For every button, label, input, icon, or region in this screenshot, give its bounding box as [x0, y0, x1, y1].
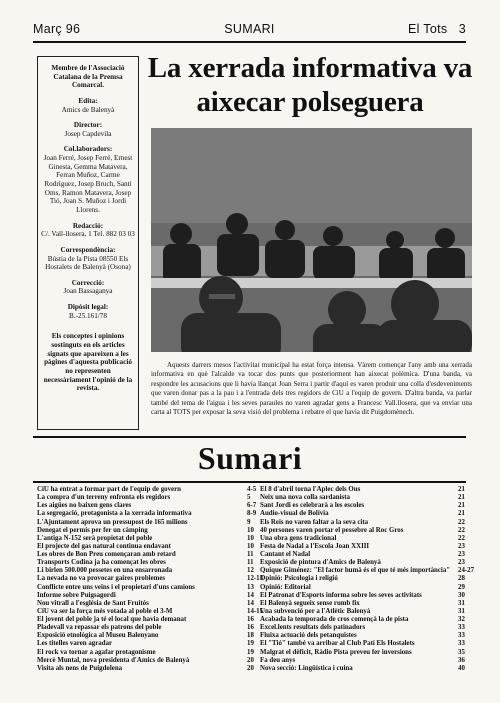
masthead-text: Joan Bassaganya	[63, 287, 113, 296]
summary-entry-page: 11	[247, 551, 254, 558]
masthead-text: B.-25.161/78	[69, 311, 107, 320]
summary-entry-title: Nova secció: Lingüística i cuina	[260, 664, 353, 672]
masthead-label: Director:	[73, 121, 103, 130]
summary-entry-page: 14-15	[247, 607, 264, 615]
summary-entry[interactable]	[37, 551, 267, 559]
masthead-item	[41, 121, 135, 138]
summary-entry-page: 28	[458, 575, 465, 583]
summary-entry[interactable]	[260, 640, 478, 648]
summary-entry-page: 14	[247, 599, 254, 607]
summary-entry[interactable]	[260, 494, 478, 502]
summary-entry-page: 40	[458, 664, 465, 672]
summary-entry-page: 21	[458, 486, 465, 493]
summary-entry[interactable]	[37, 543, 267, 551]
summary-entry[interactable]	[260, 632, 478, 640]
summary-entry-page: 33	[458, 624, 465, 632]
masthead-item	[41, 145, 135, 214]
summary-entry-title: Mercè Muntal, nova presidenta d'Amics de Balenyà	[37, 656, 190, 664]
summary-title-rule	[33, 481, 466, 483]
summary-entry-page: 5	[247, 494, 251, 502]
masthead-text: Joan Ferré, Josep Ferré, Ernest Ginesta, Gemma Matavera, Ferran Muñoz, Carme Rodríguez, Josep Bruch, Santi Oms, Ramon Matavera, Josep Tió, Joan S. Muñoz i Jordi Llorens.	[43, 154, 133, 214]
summary-entry-page: 19	[247, 640, 254, 648]
header-rule	[33, 41, 466, 43]
summary-entry-title: Cantant el Nadal	[260, 551, 311, 558]
summary-entry[interactable]	[37, 486, 267, 494]
summary-entry-title: Pladevall va repassar els patrons del poble	[37, 624, 162, 632]
summary-entry[interactable]	[37, 567, 267, 575]
masthead-text: Josep Capdevila	[64, 129, 112, 138]
summary-entry[interactable]	[260, 519, 478, 527]
summary-entry-title: Nou vitrall a l'església de Sant Fruitós	[37, 599, 149, 607]
masthead-item	[41, 97, 135, 114]
summary-entry-title: CiU ha entrat a formar part de l'equip de govern	[37, 486, 181, 493]
summary-entry-page: 16	[247, 616, 254, 623]
summary-entry[interactable]	[260, 559, 478, 567]
summary-entry[interactable]	[260, 592, 478, 600]
summary-entry-page: 22	[458, 534, 465, 542]
page-number: 3	[458, 22, 466, 36]
masthead-label: Correcció:	[71, 278, 105, 287]
summary-entry-title: El "Tió" també va arribar al Club Patí Els Hostalets	[260, 640, 415, 648]
summary-entry-title: Acabada la temporada de cros començà la de pista	[260, 616, 409, 623]
summary-entry-page: 10	[247, 534, 254, 542]
summary-entry-page: 21	[458, 510, 465, 518]
summary-entry-page: 20	[247, 664, 254, 672]
summary-entry-page: 24-27	[458, 567, 475, 575]
summary-entry-page: 4-5	[247, 486, 257, 493]
summary-list-left	[37, 486, 267, 673]
brand-name: El Tots	[408, 22, 448, 36]
summary-entry[interactable]	[260, 600, 478, 608]
summary-entry-title: Visita als nens de Puigdolena	[37, 664, 123, 672]
summary-entry[interactable]	[37, 608, 267, 616]
summary-entry-page: 18	[247, 632, 254, 640]
summary-entry-title: La segregació, protagonista a la xerrada informativa	[37, 510, 192, 518]
summary-entry-page: 13	[247, 583, 254, 591]
summary-entry-title: CiU va ser la força més votada al poble el 3-M	[37, 607, 173, 615]
summary-entry[interactable]	[260, 575, 478, 583]
summary-entry[interactable]	[37, 519, 267, 527]
summary-entry-title: El Balenyà segueix sense rumb fix	[260, 599, 360, 607]
summary-entry-page: 33	[458, 632, 465, 640]
summary-entry-page: 9	[247, 518, 251, 526]
summary-entry-title: El Patronat d'Esports informa sobre les seves activitats	[260, 591, 422, 599]
summary-entry-page: 20	[247, 656, 254, 664]
summary-entry[interactable]	[37, 575, 267, 583]
article-intro: Aquests darrers mesos l'activitat municipal ha estat força intensa. Vàrem començar l'any amb una xerrada informativa en què l'alcalde va tocar dos punts que posteriorment han aixecat polèmica. D'una banda, va respondre les acusacions que li havia llançat Joan Serra i partir d'aquí es varen produir una colla d'esdeveniments que varen donar pas a la pau i a l'entrada dels tres regidors de CiU a l'equip de govern. D'altra banda, va parlar també del tema de l'aigua i les seves paraules no varen agradar gens a Francesc Vall.llosera, que va enviar una carta al TOTS per exposar la seva visió del problema i rebatre el que havia dit Puigdomènech.	[151, 361, 472, 417]
summary-entry-title: La nevada no va provocar gaires problemes	[37, 575, 166, 583]
summary-entry-title: Les titelles varen agradar	[37, 640, 113, 648]
summary-entry-page: 6-7	[247, 502, 257, 510]
summary-entry[interactable]	[37, 535, 267, 543]
summary-entry-title: Quique Giménez: "El factor humà és el que té més importància"	[260, 567, 451, 575]
summary-entry[interactable]	[37, 657, 267, 665]
summary-entry[interactable]	[260, 527, 478, 535]
summary-entry[interactable]	[260, 624, 478, 632]
summary-entry-title: Denegat el permís per fer un càmping	[37, 526, 148, 534]
summary-entry-title: Exposició de pintura d'Amics de Balenyà	[260, 559, 381, 567]
summary-entry[interactable]	[37, 494, 267, 502]
summary-entry-page: 10	[247, 542, 254, 550]
summary-entry[interactable]	[260, 665, 478, 673]
summary-entry-title: Una subvenció per a l'Atlètic Balenyà	[260, 607, 371, 615]
summary-entry-page: 19	[247, 648, 254, 656]
masthead-list	[38, 64, 138, 320]
summary-entry-title: Transports Codina ja ha començat les obres	[37, 559, 166, 567]
summary-entry[interactable]	[260, 584, 478, 592]
summary-entry-page: 8-9	[247, 510, 257, 518]
running-header	[33, 22, 466, 40]
article-photo	[151, 128, 472, 352]
summary-entry-title: El projecte del gas natural continua endavant	[37, 542, 171, 550]
summary-entry-title: Informe sobre Puigsagordi	[37, 591, 116, 599]
masthead-label: Correspondència:	[60, 245, 116, 254]
summary-entry-page: 21	[458, 494, 465, 502]
summary-entry-title: Festa de Nadal a l'Escola Joan XXIII	[260, 542, 370, 550]
summary-entry-title: Neix una nova colla sardanista	[260, 494, 350, 502]
summary-entry-title: Sant Jordi es celebrarà a les escoles	[260, 502, 365, 510]
summary-entry[interactable]	[260, 649, 478, 657]
article-title: La xerrada informativa va aixecar polseguera	[147, 52, 473, 118]
summary-entry-title: Li birlen 500.000 pessetes en una ensarronada	[37, 567, 173, 575]
summary-entry-page: 21	[458, 502, 465, 510]
summary-entry-page: 30	[458, 591, 465, 599]
brand-page	[408, 22, 466, 36]
summary-entry-title: L'antiga N-152 serà propietat del poble	[37, 534, 153, 542]
masthead-label: Redacció:	[72, 221, 104, 230]
masthead-label: Col.laboradors:	[63, 145, 113, 154]
summary-entry-title: La compra d'un terreny enfronta els regidors	[37, 494, 171, 502]
summary-rule	[33, 436, 466, 438]
summary-entry-page: 23	[458, 551, 465, 558]
summary-entry[interactable]	[260, 486, 478, 494]
summary-entry-page: 29	[458, 583, 465, 591]
summary-entry-title: Excel.lents resultats dels patinadors	[260, 624, 366, 632]
disclaimer: Els conceptes i opinions sostinguts en els articles signats que apareixen a les pàgines d'aquesta publicació no representen necessàriament l'opinió de la revista.	[43, 332, 133, 393]
masthead-item	[41, 246, 135, 272]
summary-entry[interactable]	[37, 592, 267, 600]
summary-entry[interactable]	[37, 640, 267, 648]
summary-entry[interactable]	[37, 559, 267, 567]
masthead-text: Bústia de la Pista 08550 Els Hostalets de Balenyà (Osona)	[45, 254, 131, 272]
summary-entry-page: 10	[247, 526, 254, 534]
summary-entry-title: Les aigües no baixen gens clares	[37, 502, 132, 510]
summary-entry[interactable]	[260, 608, 478, 616]
summary-entry-page: 16	[247, 624, 254, 632]
masthead-text: Membre de l'Associació Catalana de la Premsa Comarcal.	[51, 64, 125, 90]
issue-date: Març 96	[33, 22, 81, 36]
masthead-text: C/. Vall-llosera, 1 Tel. 882 03 03	[41, 230, 135, 239]
summary-entry-title: Fa deu anys	[260, 656, 296, 664]
summary-list-right	[260, 486, 478, 673]
summary-entry-title: Opinió: Psicologia i religió	[260, 575, 338, 583]
summary-entry-page: 14	[247, 591, 254, 599]
summary-entry[interactable]	[260, 567, 478, 575]
summary-entry[interactable]	[37, 584, 267, 592]
summary-entry-page: 11	[247, 559, 254, 567]
summary-entry-page: 31	[458, 599, 465, 607]
summary-entry-title: El 8 d'abril torna l'Aplec dels Ous	[260, 486, 361, 493]
summary-entry-page: 33	[458, 640, 465, 648]
summary-entry-page: 31	[458, 607, 465, 615]
masthead-text: Amics de Balenyà	[61, 105, 115, 114]
summary-entry[interactable]	[260, 543, 478, 551]
summary-entry-title: Conflicte entre uns veïns i el propietari d'uns camions	[37, 583, 195, 591]
masthead-item	[41, 303, 135, 320]
summary-entry-title: El jovent del poble ja té el local que havia demanat	[37, 616, 187, 623]
summary-entry-title: Opinió: Editorial	[260, 583, 311, 591]
summary-entry-title: El rock va tornar a agafar protagonisme	[37, 648, 156, 656]
masthead-item	[41, 64, 135, 90]
masthead-label: Edita:	[78, 96, 98, 105]
masthead-box	[37, 56, 139, 430]
summary-entry-title: Les obres de Bon Preu començaran amb retard	[37, 551, 176, 558]
summary-entry-title: Els Reis no varen faltar a la seva cita	[260, 518, 369, 526]
summary-entry[interactable]	[37, 600, 267, 608]
summary-title: Sumari	[197, 440, 303, 476]
summary-entry[interactable]	[37, 616, 267, 624]
masthead-item	[41, 279, 135, 296]
summary-entry[interactable]	[260, 510, 478, 518]
summary-entry-page: 22	[458, 526, 465, 534]
summary-entry-page: 12-13	[247, 575, 264, 583]
summary-entry[interactable]	[37, 649, 267, 657]
summary-entry-page: 22	[458, 518, 465, 526]
summary-entry[interactable]	[37, 632, 267, 640]
summary-entry-title: Exposició etnològica al Museu Balenyano	[37, 632, 159, 640]
summary-entry[interactable]	[260, 657, 478, 665]
summary-entry[interactable]	[260, 502, 478, 510]
summary-entry[interactable]	[260, 551, 478, 559]
summary-entry-page: 23	[458, 542, 465, 550]
summary-entry[interactable]	[37, 502, 267, 510]
summary-entry-title: 40 persones varen portar el pessebre al Roc Gros	[260, 526, 404, 534]
meeting-photo-illustration	[151, 128, 472, 352]
summary-entry-title: Malgrat el dèficit, Ràdio Pista preveu fer inversions	[260, 648, 412, 656]
summary-entry-page: 36	[458, 656, 465, 664]
summary-entry-title: Una obra gens tradicional	[260, 534, 337, 542]
summary-entry[interactable]	[37, 510, 267, 518]
section-name: SUMARI	[224, 22, 275, 36]
summary-entry[interactable]	[37, 527, 267, 535]
summary-entry[interactable]	[37, 624, 267, 632]
summary-entry-title: Audio-visual de Bolívia	[260, 510, 329, 518]
summary-entry[interactable]	[260, 616, 478, 624]
masthead-label: Dipòsit legal:	[67, 303, 109, 312]
summary-entry-page: 32	[458, 616, 465, 623]
summary-entry-title: Fluixa actuació dels petanquistes	[260, 632, 357, 640]
summary-entry-page: 35	[458, 648, 465, 656]
masthead-item	[41, 222, 135, 239]
summary-entry[interactable]	[260, 535, 478, 543]
summary-entry-title: L'Ajuntament aprova un pressupost de 165 milions	[37, 518, 188, 526]
summary-entry[interactable]	[37, 665, 267, 673]
summary-entry-page: 23	[458, 559, 465, 567]
summary-entry-page: 12	[247, 567, 254, 575]
